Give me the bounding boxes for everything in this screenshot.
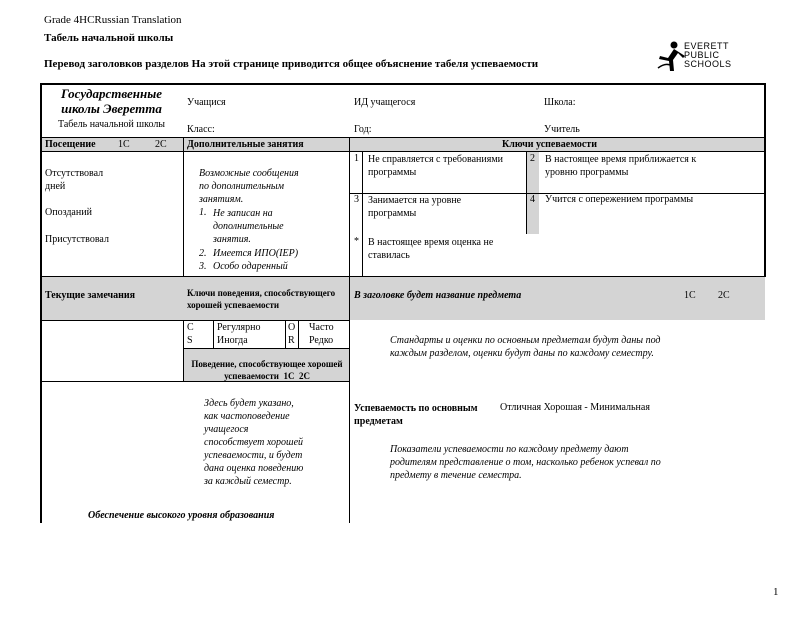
- subject-description-line1: Стандарты и оценки по основным предметам будут даны под: [390, 335, 661, 346]
- key-letter-r: R: [288, 335, 295, 346]
- key1-text: [368, 153, 503, 179]
- core-description: [390, 443, 661, 482]
- key-letters-cs: [187, 321, 194, 347]
- additional-item1-line2: дополнительные: [213, 221, 284, 232]
- year-label: Год:: [354, 124, 372, 135]
- core-title-line2: предметам: [354, 416, 403, 427]
- key-letter-c: С: [187, 322, 194, 333]
- behavior-key-divider: [298, 320, 299, 348]
- key2-text: [545, 153, 696, 179]
- table-left-border: [40, 83, 42, 523]
- behavior-footer: Обеспечение высокого уровня образования: [88, 510, 275, 521]
- behavior-key-divider: [183, 348, 350, 349]
- key-word-regular: Регулярно: [217, 322, 261, 333]
- document-subtitle: Перевод заголовков разделов На этой странице приводится общее объяснение табеля успеваемости: [44, 58, 539, 70]
- key1-line2: программы: [368, 167, 417, 178]
- behavior-title-line2: успеваемости: [224, 371, 279, 381]
- key-letter-s: S: [187, 335, 193, 346]
- additional-intro-line3: занятиям.: [199, 194, 244, 205]
- key-word-rarely: Редко: [309, 335, 334, 346]
- key-word-sometimes: Иногда: [217, 335, 248, 346]
- page-number: 1: [773, 586, 779, 598]
- behavior-description-line: успеваемости, и будет: [204, 450, 303, 461]
- school-name-line2: школы Эверетта: [61, 101, 162, 116]
- key3-line2: программы: [368, 208, 417, 219]
- school-label: Школа:: [544, 97, 576, 108]
- key-star: *: [354, 236, 359, 247]
- behavior-description-line: дана оценка поведению: [204, 463, 304, 474]
- key-letter-o: О: [288, 322, 296, 333]
- key-word-often: Часто: [309, 322, 334, 333]
- grade-label: Класс:: [187, 124, 215, 135]
- behavior-key-title-line1: Ключи поведения, способствующего: [187, 288, 336, 298]
- subject-col1: 1С: [684, 290, 696, 301]
- behavior-key-title: [187, 287, 335, 311]
- behavior-description: [204, 397, 303, 488]
- key4-number: 4: [530, 194, 535, 205]
- subject-title: В заголовке будет название предмета: [354, 290, 522, 301]
- key2-line1: В настоящее время приближается к: [545, 154, 697, 165]
- additional-item2: Имеется ИПО(IEP): [213, 248, 299, 259]
- behavior-description-line: Здесь будет указано,: [204, 398, 294, 409]
- behavior-key-title-line2: хорошей успеваемости: [187, 300, 280, 310]
- tardy-label: Опозданий: [45, 207, 92, 218]
- core-description-line2: родителям представление о том, насколько ребенок успевал по: [390, 457, 661, 468]
- keys-title: Ключи успеваемости: [502, 139, 597, 150]
- key-letters-or: [288, 321, 295, 347]
- attendance-col1: 1С: [118, 139, 130, 150]
- key3-text: [368, 194, 461, 220]
- subject-col2: 2С: [718, 290, 730, 301]
- additional-item3-num: 3.: [199, 261, 207, 272]
- additional-intro-line1: Возможные сообщения: [199, 168, 299, 179]
- subject-description-line2: каждым разделом, оценки будут даны по каждому семестру.: [390, 348, 654, 359]
- additional-item1-num: 1.: [199, 207, 207, 218]
- behavior-description-line: за каждый семестр.: [204, 476, 292, 487]
- additional-item1-line1: Не записан на: [213, 208, 273, 219]
- key1-number: 1: [354, 153, 359, 164]
- table-right-border: [764, 83, 766, 276]
- additional-item2-num: 2.: [199, 248, 207, 259]
- absent-label-line1: Отсутствовал: [45, 168, 104, 179]
- student-id-label: ИД учащегося: [354, 97, 416, 108]
- additional-item1-line3: занятия.: [213, 234, 251, 245]
- document-title: Табель начальной школы: [44, 32, 174, 44]
- key3-number: 3: [354, 194, 359, 205]
- behavior-title-line1: Поведение, способствующее хорошей: [191, 359, 343, 369]
- row-divider: [40, 276, 766, 277]
- school-name-line1: Государственные: [60, 86, 163, 101]
- key-star-line1: В настоящее время оценка не: [368, 237, 494, 248]
- comments-title: Текущие замечания: [45, 290, 136, 301]
- logo-figure-icon: [656, 40, 686, 72]
- additional-item3: Особо одаренный: [213, 261, 288, 272]
- school-subtitle: Табель начальной школы: [57, 119, 166, 130]
- school-name: [44, 86, 179, 116]
- behavior-description-line: способствует хорошей: [204, 437, 304, 448]
- core-title: [354, 402, 478, 428]
- core-description-line3: предмету в течение семестра.: [390, 470, 522, 481]
- additional-title: Дополнительные занятия: [187, 139, 304, 150]
- absent-label: [45, 167, 103, 193]
- grade-line: Grade 4HCRussian Translation: [44, 14, 182, 26]
- core-scale: Отличная Хорошая - Минимальная: [500, 402, 650, 413]
- attendance-col2: 2С: [155, 139, 167, 150]
- school-logo: [656, 40, 736, 74]
- additional-intro: [199, 167, 299, 206]
- key-star-text: [368, 236, 493, 262]
- key2-number: 2: [530, 153, 535, 164]
- key-words-often: [309, 321, 334, 347]
- logo-text-line1: EVERETT: [684, 41, 730, 51]
- logo-text-line3: SCHOOLS: [684, 59, 732, 69]
- additional-intro-line2: по дополнительным: [199, 181, 285, 192]
- subject-description: [390, 334, 661, 360]
- behavior-description-line: как частоповедение: [204, 411, 290, 422]
- key1-line1: Не справляется с требованиями: [368, 154, 504, 165]
- attendance-title: Посещение: [45, 139, 96, 150]
- behavior-description-line: учащегося: [204, 424, 249, 435]
- present-label: Присутствовал: [45, 234, 109, 245]
- core-description-line1: Показатели успеваемости по каждому предмету дают: [390, 444, 629, 455]
- absent-label-line2: дней: [45, 181, 66, 192]
- center-divider: [349, 137, 350, 523]
- key-star-line2: ставилась: [368, 250, 410, 261]
- key4-text: Учится с опережением программы: [545, 194, 694, 205]
- key2-line2: уровню программы: [545, 167, 629, 178]
- key3-line1: Занимается на уровне: [368, 195, 462, 206]
- attendance-divider: [183, 137, 184, 276]
- row-divider: [40, 151, 766, 152]
- table-top-border: [40, 83, 766, 85]
- behavior-col2: 2С: [298, 371, 310, 381]
- logo-text-line2: PUBLIC: [684, 50, 720, 60]
- row-divider: [40, 137, 766, 138]
- additional-item1: [213, 207, 284, 246]
- teacher-label: Учитель: [544, 124, 580, 135]
- behavior-col1: 1С: [283, 371, 295, 381]
- behavior-key-divider: [213, 320, 214, 348]
- key-words-regular: [217, 321, 260, 347]
- student-label: Учащися: [187, 97, 226, 108]
- keys-number-divider: [362, 151, 363, 276]
- behavior-key-divider: [285, 320, 286, 348]
- row-divider: [40, 320, 350, 321]
- behavior-title: [184, 358, 350, 382]
- core-title-line1: Успеваемость по основным: [354, 403, 478, 414]
